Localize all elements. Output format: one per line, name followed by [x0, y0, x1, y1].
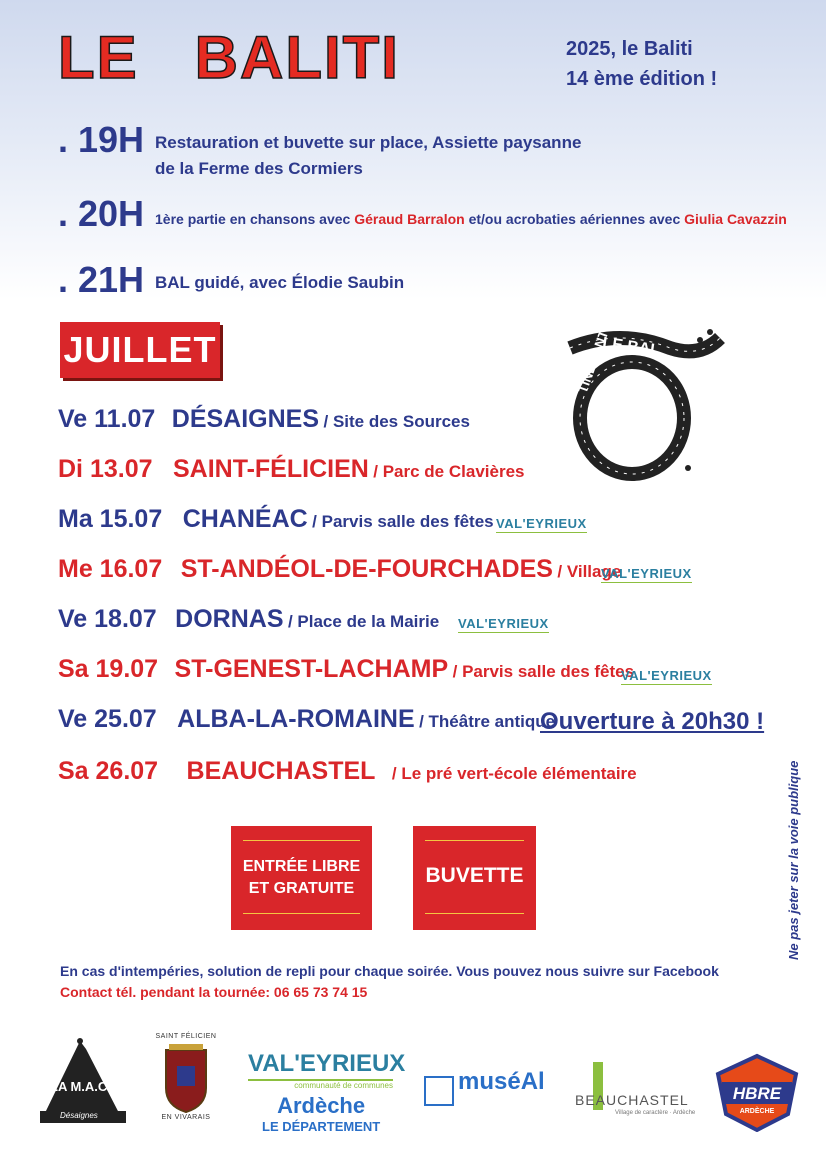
- time-21h: . 21H: [58, 259, 145, 300]
- event-place: CHANÉAC: [182, 505, 308, 533]
- poster-title: LE BALITI: [58, 24, 400, 91]
- event-row: [58, 655, 634, 684]
- time-19h-desc: [155, 130, 581, 182]
- contact-phone: Contact tél. pendant la tournée: 06 65 73 74 15: [60, 984, 368, 1000]
- box-divider: [243, 913, 360, 914]
- event-place: SAINT-FÉLICIEN: [172, 455, 369, 483]
- time-19h-line1: Restauration et buvette sur place, Assiette paysanne: [155, 133, 582, 152]
- valeyrieux-logo: [248, 1050, 406, 1090]
- event-row: [58, 605, 439, 634]
- event-row: [58, 757, 637, 786]
- event-location: / Place de la Mairie: [287, 612, 440, 631]
- time-21h-desc: BAL guidé, avec Élodie Saubin: [155, 273, 405, 292]
- museal-logo: [424, 1068, 564, 1108]
- event-row: [58, 505, 494, 534]
- event-date: Ve 25.07: [58, 705, 157, 733]
- ardeche-sub: LE DÉPARTEMENT: [262, 1119, 381, 1134]
- event-row: [58, 555, 621, 584]
- time-20h-part1: 1ère partie en chansons avec: [155, 211, 355, 227]
- valeyrieux-text: VAL'EYRIEUX: [248, 1050, 406, 1077]
- valeyrieux-sub: communauté de communes: [294, 1081, 393, 1090]
- box-divider: [425, 840, 524, 841]
- lamac-text: LA M.A.C.: [50, 1079, 111, 1094]
- bal-itinerant-logo: [560, 318, 730, 498]
- month-banner: [60, 322, 220, 378]
- event-place: ST-GENEST-LACHAMP: [174, 655, 449, 683]
- time-20h: . 20H: [58, 193, 145, 234]
- event-location: / Théâtre antique: [419, 712, 556, 731]
- free-entry-line2: ET GRATUITE: [248, 880, 355, 897]
- saint-felicien-logo: [150, 1033, 222, 1133]
- event-place: DÉSAIGNES: [171, 405, 320, 433]
- museal-text: muséAl: [458, 1068, 545, 1095]
- box-divider: [243, 840, 360, 841]
- event-location: / Le pré vert-école élémentaire: [391, 764, 637, 783]
- hbre-logo: [712, 1052, 802, 1132]
- event-date: Sa 26.07: [58, 757, 159, 785]
- edition-number: 14 ème édition !: [566, 68, 718, 90]
- event-row: [58, 405, 470, 434]
- museal-icon: [424, 1076, 454, 1106]
- event-date: Di 13.07: [58, 455, 153, 483]
- event-row: [58, 455, 524, 484]
- event-place: BEAUCHASTEL: [186, 757, 376, 785]
- event-place: ST-ANDÉOL-DE-FOURCHADES: [180, 555, 553, 583]
- ouverture-note: Ouverture à 20h30 !: [540, 708, 765, 735]
- time-19h: . 19H: [58, 119, 145, 160]
- event-date: Ma 15.07: [58, 505, 163, 533]
- hbre-sub: ARDÈCHE: [739, 1108, 775, 1115]
- valeyrieux-badge: VAL'EYRIEUX: [458, 616, 549, 631]
- logo-text-lebal: LE BAL: [601, 334, 661, 360]
- time-19h-line2: de la Ferme des Cormiers: [155, 159, 363, 178]
- free-entry-line1: ENTRÉE LIBRE: [242, 858, 361, 875]
- event-location: / Site des Sources: [323, 412, 470, 431]
- event-date: Sa 19.07: [58, 655, 159, 683]
- saint-felicien-top: SAINT FÉLICIEN: [155, 1033, 217, 1040]
- event-location: / Village: [557, 562, 622, 581]
- side-notice: Ne pas jeter sur la voie publique: [786, 760, 801, 960]
- saint-felicien-bottom: EN VIVARAIS: [161, 1114, 211, 1121]
- ardeche-text: Ardèche: [277, 1093, 366, 1118]
- valeyrieux-badge: VAL'EYRIEUX: [496, 516, 587, 531]
- free-entry-box: [231, 826, 372, 930]
- valeyrieux-badge: VAL'EYRIEUX: [601, 566, 692, 581]
- buvette-text: BUVETTE: [425, 864, 524, 887]
- event-location: / Parc de Clavières: [373, 462, 525, 481]
- free-entry-text: [231, 856, 372, 900]
- box-divider: [425, 913, 524, 914]
- event-place: DORNAS: [175, 605, 284, 633]
- event-date: Ve 18.07: [58, 605, 157, 633]
- ardeche-logo: [262, 1093, 380, 1134]
- lamac-sub: Désaignes: [60, 1111, 98, 1120]
- event-location: / Parvis salle des fêtes: [312, 512, 494, 531]
- time-20h-part2: et/ou acrobaties aériennes avec: [464, 211, 685, 227]
- event-place: ALBA-LA-ROMAINE: [177, 705, 415, 733]
- lamac-logo: [40, 1035, 126, 1125]
- beauchastel-sub: Village de caractère · Ardèche: [615, 1110, 696, 1116]
- artist-giulia: Giulia Cavazzin: [684, 211, 787, 227]
- event-row: [58, 705, 555, 734]
- logo-text-itinerant: TINERANT: [574, 328, 612, 396]
- event-location: / Parvis salle des fêtes: [452, 662, 635, 681]
- beauchastel-text: BEAUCHASTEL: [575, 1092, 689, 1108]
- month-label: JUILLET: [63, 329, 217, 370]
- valeyrieux-badge: VAL'EYRIEUX: [621, 668, 712, 683]
- event-date: Me 16.07: [58, 555, 163, 583]
- event-date: Ve 11.07: [58, 405, 156, 433]
- artist-geraud: Géraud Barralon: [354, 211, 465, 227]
- weather-notice: En cas d'intempéries, solution de repli pour chaque soirée. Vous pouvez nous suivre sur Facebook: [60, 963, 719, 979]
- buvette-box: [413, 826, 536, 930]
- edition-info: [566, 34, 717, 94]
- time-20h-desc: [155, 206, 787, 232]
- hbre-text: HBRE: [732, 1084, 782, 1103]
- edition-year: 2025, le Baliti: [566, 38, 693, 60]
